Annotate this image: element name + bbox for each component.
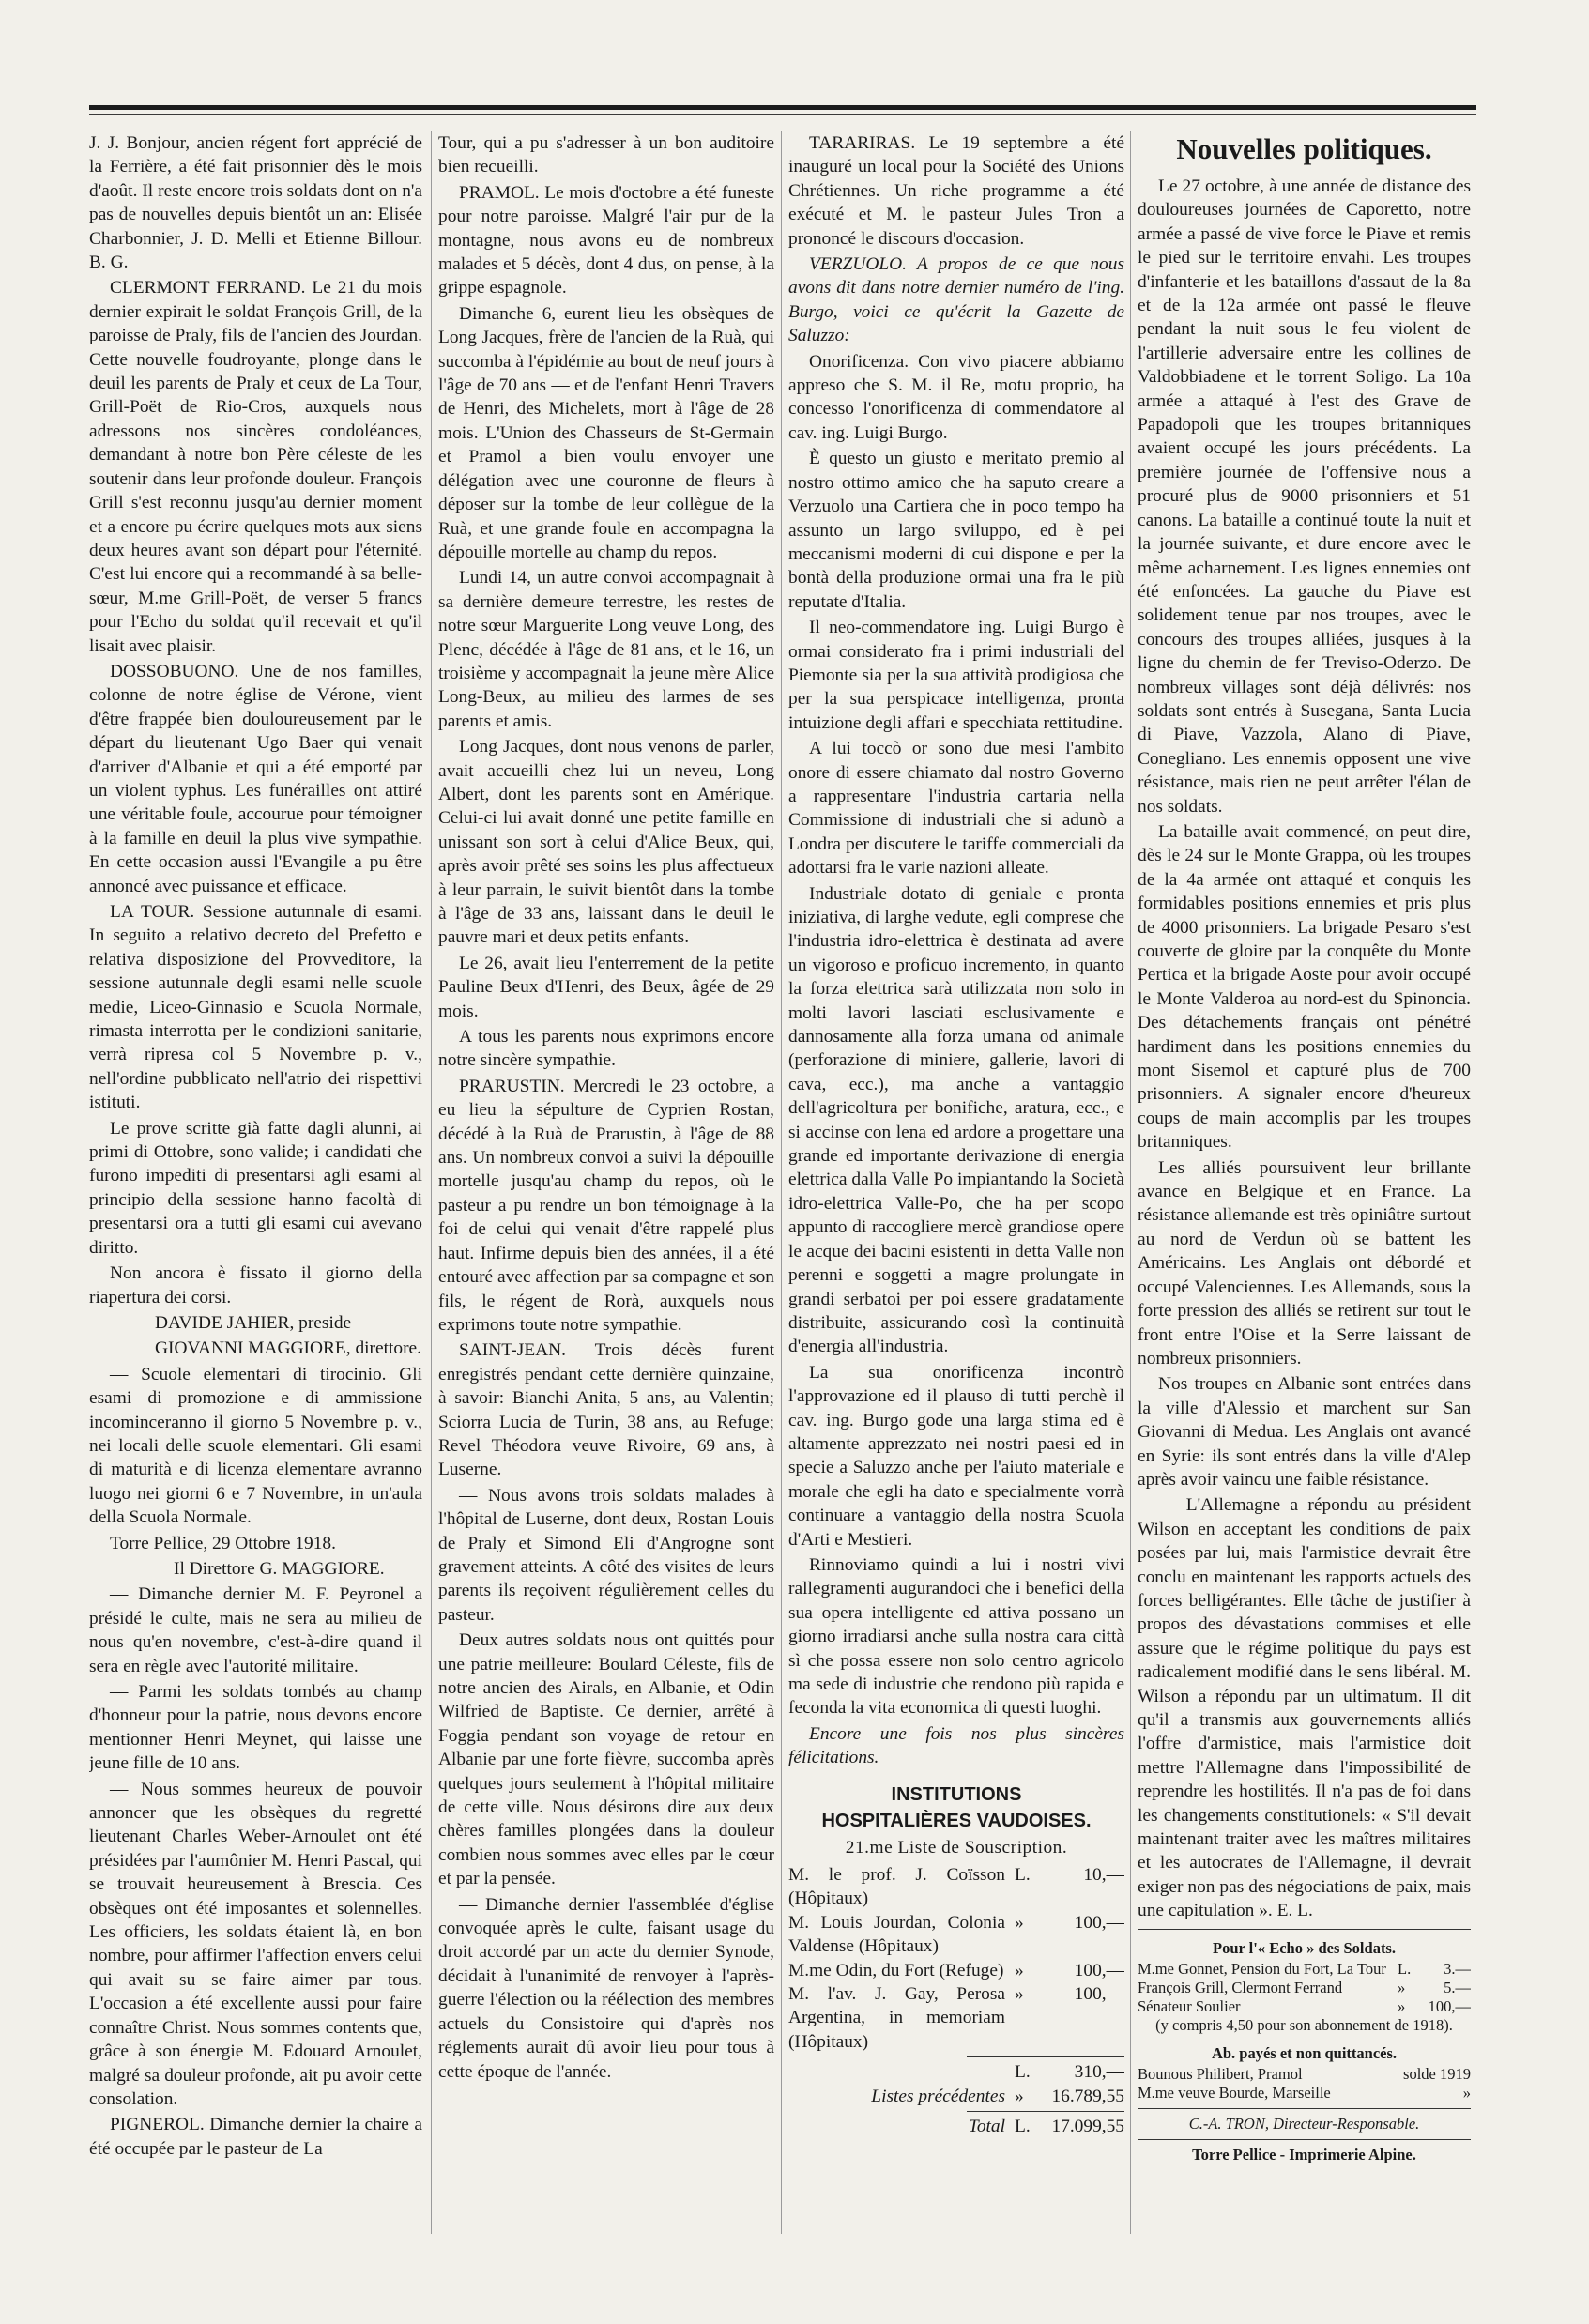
article-paragraph: Nos troupes en Albanie sont entrées dans la ville d'Alessio et marchent sur San Giovanni di Medua. Les Anglais ont avancé en Syrie: ils sont entrés dans la ville d'Alep après avoir vaincu une faible résistance.: [1138, 1374, 1471, 1490]
article-paragraph: — Nous sommes heureux de pouvoir annoncer que les obsèques du regretté lieutenant Charles Weber-Arnoulet ont été présidées par l'aumônier M. Henri Pascal, qui se trouvait heureusement à Brescia. Ces obsèques ont été imposantes et solennelles. Les officiers, les soldats étaient là, en bon nombre, pour affirmer l'affection envers celui qui avait su se faire aimer par tous. L'occasion a été excellente aussi pour faire connaître Christ. Nous sommes contents que, grâce à son énergie M. Edouard Arnoulet, malgré sa douleur profonde, ait pu avoir cette consolation.: [89, 1779, 422, 2109]
amount: 17.099,55: [1051, 2117, 1124, 2137]
list-item: [1138, 2065, 1471, 2084]
divider: [1138, 2108, 1471, 2109]
article-paragraph: — Dimanche dernier l'assemblée d'église convoquée après le culte, faisant usage du droit accordé par un acte du dernier Synode, décidait à l'unanimité de renvoyer à l'après-guerre l'élection ou la réélection des membres actuels du Consistoire qui d'après nos réglements aurait dû avoir lieu pour tous à cette époque de l'année.: [438, 1894, 774, 2082]
column-4: [1138, 131, 1471, 2166]
article-paragraph: Les alliés poursuivent leur brillante avance en Belgique et en France. La résistance allemande est très opiniâtre surtout au nord de Verdun où se battent les Américains. Les Anglais ont débordé et occupé Valenciennes. Les Allemands, sous la forte pression des alliés se retirent sur tout le front entre l'Oise et la Serre laissant de nombreux prisonniers.: [1138, 1157, 1471, 1368]
list-item: [788, 1863, 1124, 1911]
article-paragraph: Lundi 14, un autre convoi accompagnait à sa dernière demeure terrestre, les restes de notre sœur Marguerite Long veuve Long, des Plenc, décédée à l'âge de 81 ans, et le 16, un troisième y accompagnait la jeune mère Alice Long-Beux, au milieu des larmes de ses parents et amis.: [438, 568, 774, 731]
list-title: INSTITUTIONS: [891, 1783, 1022, 1805]
signature: GIOVANNI MAGGIORE, direttore.: [155, 1338, 421, 1359]
article-paragraph: La sua onorificenza incontrò l'approvazione ed il plauso di tutti perchè il cav. ing. Burgo gode una larga stima ed è altamente apprezzato nei nostri paesi ed in specie a Saluzzo anche per l'aiuto materiale e morale che egli ha dato e specialmente vorrà continuare a vantaggio della nostra Scuola d'Arti e Mestieri.: [788, 1362, 1124, 1550]
article-paragraph: PRARUSTIN. Mercredi le 23 octobre, a eu lieu la sépulture de Cyprien Rostan, décédé à la Ruà de Prarustin, à l'âge de 88 ans. Un nombreux convoi a suivi la dépouille mortelle jusqu'au champ du repos, où le pasteur a pu rendre un bon témoignage à la foi de celui qui venait d'être rappelé plus haut. Infirme depuis bien des années, il a été entouré avec affection par sa compagne et son fils, le régent de Rorà, auxquels nous exprimons toute notre sympathie.: [438, 1076, 774, 1335]
status: »: [1462, 2083, 1471, 2102]
article-paragraph: — Nous avons trois soldats malades à l'hôpital de Luserne, dont deux, Rostan Louis de Praly et Simond Eli d'Angrogne sont gravement atteints. A côté des visites de leurs parents ils reçoivent régulièrement celles du pasteur.: [438, 1485, 774, 1625]
list-item: [788, 1911, 1124, 1959]
currency: »: [1015, 1984, 1024, 2005]
subscriber-label: Bounous Philibert, Pramol: [1138, 2064, 1303, 2083]
subtotal-row: [788, 2060, 1124, 2084]
top-rule: [89, 105, 1476, 110]
article-paragraph: Industriale dotato di geniale e pronta iniziativa, di larghe vedute, egli comprese che l'industria idro-elettrica è destinata ad avere un vigoroso e proficuo incremento, in quanto la forza elettrica sarà utilizzata non solo in molti lavori lasciati esclusivamente e dannosamente alla forza umana od animale (perforazione di miniere, gallerie, lavori di cava, ecc.), ma anche a vantaggio dell'agricoltura per bonifiche, aratura, ecc., e si accinse con lena ed ardore a progettare una grande ed importante derivazione di energia elettrica dalla Valle Po impiantando la Società idro-elettrica Valle-Po, che ha per scopo appunto di raccogliere mercè grandiose opere le acque dei bacini esistenti in detta Valle non perenni e soggetti a magre prolungate in grandi serbatoi per poi essere gradatamente distribuite, assicurando così la continuità d'energia all'industria.: [788, 883, 1124, 1357]
currency: L.: [1398, 1959, 1412, 1978]
section-heading: Nouvelles politiques.: [1176, 132, 1432, 165]
article-paragraph: La bataille avait commencé, on peut dire, dès le 24 sur le Monte Grappa, où les troupes de la 4a armée ont attaqué et conquis les formidables positions ennemies et pris plus de 4000 prisonniers. La brigade Pesaro s'est couverte de gloire par la conquête du Monte Pertica et la brigade Aoste pour avoir occupé le Monte Valderoa au nord-est du Spinoncia. Des détachements français ont pénétré hardiment dans les positions ennemies du mont Sisemol et capturé plus de 700 prisonniers. A signaler encore d'heureux coups de main accomplis par les troupes britanniques.: [1138, 821, 1471, 1153]
article-paragraph: VERZUOLO. A propos de ce que nous avons dit dans notre dernier numéro de l'ing. Burgo, voici ce qu'écrit la Gazette de Saluzzo:: [788, 254, 1124, 346]
article-paragraph: PRAMOL. Le mois d'octobre a été funeste pour notre paroisse. Malgré l'air pur de la montagne, nous avons eu de nombreux malades et 5 décès, dont 4 dus, on pense, à la grippe espagnole.: [438, 182, 774, 298]
total-rule: [967, 2056, 1124, 2057]
currency: »: [1015, 2086, 1024, 2106]
article-paragraph: Rinnoviamo quindi a lui i nostri vivi rallegramenti augurandoci che i benefici della sua opera intelligente ed attiva possano un giorno irradiarsi anche sulla nostra cara città sì che possa essere non solo centro agricolo ma sede di industrie che rendono più rapida e feconda la vita economica di questi luoghi.: [788, 1554, 1124, 1719]
article-paragraph: Le 27 octobre, à une année de distance des douloureuses journées de Caporetto, notre armée a passé de vive force le Piave et remis le pied sur le territoire envahi. Les troupes d'infanterie et les bataillons d'assaut de la 8a et de la 12a armée ont passé le fleuve pendant la nuit sous le feu violent de l'artillerie adversaire entre les collines de Valdobbiadene et le torrent Soligo. La 10a armée a attaqué à l'est des Grave de Papadopoli que les troupes britanniques avaient occupé les jours précédents. La première journée de l'offensive nous a procuré plus de 9000 prisonniers et 51 canons. La bataille a continué toute la nuit et la journée suivante, et dure encore avec le même acharnement. Les lignes ennemies ont été enfoncées. La gauche du Piave est solidement tenue par nos troupes, avec le concours des troupes alliées, jusques à la ligne du chemin de fer Treviso-Oderzo. De nombreux villages sont déjà délivrés: nos soldats sont entrés à Susegana, Santa Lucia di Piave, Vazzola, Alano di Piave, Conegliano. Les ennemis opposent une vive résistance, mais rien ne peut arrêter l'élan de nos soldats.: [1138, 176, 1471, 817]
donor-label: M.me Gonnet, Pension du Fort, La Tour: [1138, 1959, 1386, 1978]
printer-credit: Torre Pellice - Imprimerie Alpine.: [1192, 2145, 1416, 2163]
dateline: Torre Pellice, 29 Ottobre 1918.: [110, 1533, 336, 1553]
article-paragraph: SAINT-JEAN. Trois décès furent enregistrés pendant cette dernière quinzaine, à savoir: Bianchi Anita, 5 ans, au Valentin; Sciorra Lucia de Turin, 38 ans, au Refuge; Revel Théodora veuve Rivoire, 69 ans, à Luserne.: [438, 1340, 774, 1480]
currency: »: [1015, 1912, 1024, 1933]
currency: L.: [1015, 2117, 1031, 2137]
paid-title: Ab. payés et non quittancés.: [1211, 2043, 1398, 2062]
amount: 16.789,55: [1051, 2086, 1124, 2106]
column-separator: [1130, 131, 1131, 2234]
total-label: Total: [968, 2117, 1005, 2137]
donor-label: Sénateur Soulier: [1138, 1996, 1241, 2015]
article-paragraph: È questo un giusto e meritato premio al nostro ottimo amico che ha saputo creare a Verzuolo una Cartiera che in poco tempo ha assunto un largo sviluppo, ed è pei meccanismi moderni di cui dispone e per la bontà della produzione ormai una fra le più reputate d'Italia.: [788, 449, 1124, 612]
currency: »: [1398, 1978, 1406, 1996]
article-paragraph: — Dimanche dernier M. F. Peyronel a présidé le culte, mais ne sera au milieu de nous qu'en novembre, c'est-à-dire quand il sera en règle avec l'autorité militaire.: [89, 1584, 422, 1676]
article-paragraph: Le 26, avait lieu l'enterrement de la petite Pauline Beux d'Henri, des Beux, âgée de 29 mois.: [438, 953, 774, 1021]
article-paragraph: — Parmi les soldats tombés au champ d'honneur pour la patrie, nous devons encore mentionner Henri Meynet, qui laisse une jeune fille de 10 ans.: [89, 1682, 422, 1774]
list-item: [1138, 1960, 1471, 1979]
article-paragraph: Encore une fois nos plus sincères félicitations.: [788, 1723, 1124, 1768]
signature: DAVIDE JAHIER, preside: [155, 1312, 352, 1333]
total-row: [788, 2115, 1124, 2138]
amount: 310,—: [1074, 2062, 1124, 2083]
article-paragraph: PIGNEROL. Dimanche dernier la chaire a été occupée par le pasteur de La: [89, 2115, 422, 2159]
column-2: [438, 131, 774, 2086]
amount: 10,—: [1083, 1865, 1124, 1886]
previous-label: Listes précédentes: [871, 2086, 1005, 2106]
divider: [1138, 1929, 1471, 1930]
list-item: [1138, 2084, 1471, 2102]
article-paragraph: J. J. Bonjour, ancien régent fort apprécié de la Ferrière, a été fait prisonnier dès le mois d'août. Il reste encore trois soldats dont on n'a pas de nouvelles depuis bientôt un an: Elisée Charbonnier, J. D. Melli et Etienne Billour. B. G.: [89, 133, 422, 273]
subscriber-label: M.me veuve Bourde, Marseille: [1138, 2083, 1331, 2102]
divider: [1138, 2139, 1471, 2140]
list-item: [788, 1982, 1124, 2054]
article-paragraph: — L'Allemagne a répondu au président Wilson en acceptant les conditions de paix posées par lui, mais l'armistice devrait être conclu en maintenant les rapports actuels des forces belligérantes. Elle tâche de justifier à propos des dévastations commises et elle assure que le régime politique du pays est radicalement modifié dans le sens libéral. M. Wilson a répondu par un ultimatum. Il dit qu'il a transmis aux gouvernements alliés l'offre d'armistice, mais l'armistice doit mettre l'Allemagne dans l'impossibilité de reprendre les hostilités. Il n'a pas de foi dans les changements constitutionels: « S'il devait maintenant traiter avec les maîtres militaires et les autocrates de l'Allemagne, il devrait exiger non pas des négociations de paix, mais une capitulation ». E. L.: [1138, 1495, 1471, 1921]
article-paragraph: DOSSOBUONO. Une de nos familles, colonne de notre église de Vérone, vient d'être frappée bien douloureusement par le départ du lieutenant Ugo Baer qui venait d'arriver d'Albanie et qui a été emporté par un violent typhus. Les funérailles ont attiré une véritable foule, accourue pour témoigner à la famille en deuil la plus vive sympathie. En cette occasion aussi l'Evangile a pu être annoncé avec puissance et efficace.: [89, 661, 422, 896]
article-paragraph: Long Jacques, dont nous venons de parler, avait accueilli chez lui un neveu, Long Albert, dont les parents sont en Amérique. Celui-ci lui avait donné une petite famille en unissant son sort à celui d'Alice Beux, qui, après avoir prêté ses soins les plus affectueux à leur parrain, le suivit bientôt dans la tombe à l'âge de 33 ans, laissant dans le deuil le pauvre mari et deux petits enfants.: [438, 737, 774, 948]
list-item: [788, 1959, 1124, 1982]
signature: Il Direttore G. MAGGIORE.: [174, 1558, 385, 1579]
article-paragraph: — Scuole elementari di tirocinio. Gli esami di promozione e di ammissione incominceranno il giorno 5 Novembre p. v., nei locali delle scuole elementari. Gli esami di maturità e di licenza elementare avranno luogo nei giorni 6 e 7 Novembre, in un'aula della Scuola Normale.: [89, 1364, 422, 1528]
article-paragraph: Il neo-commendatore ing. Luigi Burgo è ormai considerato fra i primi industriali del Piemonte sia per la sua attività prodigiosa che per la sua perspicace intelligenza, pronta intuizione degli affari e specchiata rettitudine.: [788, 618, 1124, 733]
previous-row: [788, 2085, 1124, 2108]
echo-note: (y compris 4,50 pour son abonnement de 1918).: [1155, 2015, 1453, 2034]
amount: 100,—: [1074, 1984, 1124, 2005]
article-paragraph: CLERMONT FERRAND. Le 21 du mois dernier expirait le soldat François Grill, de la paroisse de Praly, fils de l'ancien des Jourdan. Cette nouvelle foudroyante, plonge dans le deuil les parents de Praly et ceux de La Tour, Grill-Poët de Rio-Cros, auxquels nous adressons nos sincères condoléances, demandant à notre bon Père céleste de les soutenir dans leur profonde douleur. François Grill s'est reconnu jusqu'au dernier moment et a encore pu écrire quelques mots aux siens deux heures avant son départ pour l'éternité. C'est lui encore qui a recommandé à sa belle-sœur, M.me Grill-Poët, de verser 5 francs pour l'Echo du soldat qu'il recevait et qu'il lisait avec plaisir.: [89, 278, 422, 656]
article-paragraph: A tous les parents nous exprimons encore notre sincère sympathie.: [438, 1027, 774, 1071]
column-3: [788, 131, 1124, 2139]
article-paragraph: Dimanche 6, eurent lieu les obsèques de Long Jacques, frère de l'ancien de la Ruà, qui succomba à l'épidémie au bout de neuf jours à l'âge de 70 ans — et de l'enfant Henri Travers de Henri, des Michelets, mort à l'âge de 28 mois. L'Union des Chasseurs de St-Germain et Pramol a bien voulu envoyer une délégation avec une couronne de fleurs à déposer sur la tombe de leur collègue de la Ruà, et une grande foule en accompagna la dépouille mortelle au champ du repos.: [438, 303, 774, 562]
amount: 5.—: [1444, 1978, 1471, 1996]
donor-label: M.me Odin, du Fort (Refuge): [788, 1960, 1004, 1980]
currency: »: [1398, 1996, 1406, 2015]
article-paragraph: LA TOUR. Sessione autunnale di esami. In seguito a relativo decreto del Prefetto e relativa disposizione del Provveditore, la sessione autunnale degli esami nelle scuole medie, Liceo-Ginnasio e Scuola Normale, rimasta interrotta per le condizioni sanitarie, verrà ripresa col 5 Novembre p. v., nell'ordine pubblicato nell'atrio dei rispettivi istituti.: [89, 902, 422, 1113]
total-rule: [967, 2111, 1124, 2112]
list-item: [1138, 1979, 1471, 1997]
article-paragraph: Le prove scritte già fatte dagli alunni, ai primi di Ottobre, sono valide; i candidati che furono impediti di presentarsi agli esami al principio della sessione hanno facoltà di presentarsi ora a tutti gli esami cui avevano diritto.: [89, 1118, 422, 1258]
column-separator: [431, 131, 432, 2234]
manager-credit: C.-A. TRON, Directeur-Responsable.: [1188, 2114, 1420, 2133]
top-rule-thin: [89, 114, 1476, 115]
donor-label: M. Louis Jourdan, Colonia Valdense (Hôpitaux): [788, 1912, 1005, 1957]
article-paragraph: Onorificenza. Con vivo piacere abbiamo appreso che S. M. il Re, motu proprio, ha concesso l'onorificenza di commendatore al cav. ing. Luigi Burgo.: [788, 351, 1124, 443]
currency: »: [1015, 1960, 1024, 1980]
donor-label: M. le prof. J. Coïsson (Hôpitaux): [788, 1865, 1005, 1909]
list-item: [1138, 1997, 1471, 2016]
amount: 3.—: [1444, 1959, 1471, 1978]
currency: L.: [1015, 1865, 1031, 1886]
column-separator: [781, 131, 782, 2234]
list-subtitle: 21.me Liste de Souscription.: [845, 1837, 1068, 1858]
currency: L.: [1015, 2062, 1031, 2083]
amount: 100,—: [1074, 1960, 1124, 1980]
status: solde 1919: [1403, 2064, 1471, 2083]
donor-label: François Grill, Clermont Ferrand: [1138, 1978, 1343, 1996]
article-paragraph: Tour, qui a pu s'adresser à un bon auditoire bien recueilli.: [438, 133, 774, 177]
echo-title: Pour l'« Echo » des Soldats.: [1213, 1938, 1396, 1957]
donor-label: M. l'av. J. Gay, Perosa Argentina, in memoriam (Hôpitaux): [788, 1984, 1005, 2052]
article-paragraph: Non ancora è fissato il giorno della riapertura dei corsi.: [89, 1263, 422, 1307]
list-title: HOSPITALIÈRES VAUDOISES.: [821, 1810, 1092, 1831]
article-paragraph: A lui toccò or sono due mesi l'ambito onore di essere chiamato dal nostro Governo a rappresentare l'industria cartaria nella Commissione di industriali che si adunò a Londra per discutere le tariffe commerciali da adottarsi fra le varie nazioni alleate.: [788, 739, 1124, 879]
column-1: [89, 131, 422, 2163]
amount: 100,—: [1428, 1996, 1471, 2015]
institutions-subscription-list: [788, 1783, 1124, 2139]
article-paragraph: Deux autres soldats nous ont quittés pour une patrie meilleure: Boulard Céleste, fils de notre ancien des Airals, en Albanie, et Odin Wilfried de Baptiste. Ce dernier, arrêté à Foggia pendant son voyage de retour en Albanie par une forte fièvre, succomba après quelques jours seulement à l'hôpital militaire de cette ville. Nous désirons dire aux deux chères familles plongées dans la douleur combien nous sommes avec elles par le cœur et par la pensée.: [438, 1630, 774, 1889]
article-paragraph: TARARIRAS. Le 19 septembre a été inauguré un local pour la Société des Unions Chrétiennes. Un riche programme a été exécuté et M. le pasteur Jules Tron a prononcé le discours d'occasion.: [788, 133, 1124, 249]
amount: 100,—: [1074, 1912, 1124, 1933]
